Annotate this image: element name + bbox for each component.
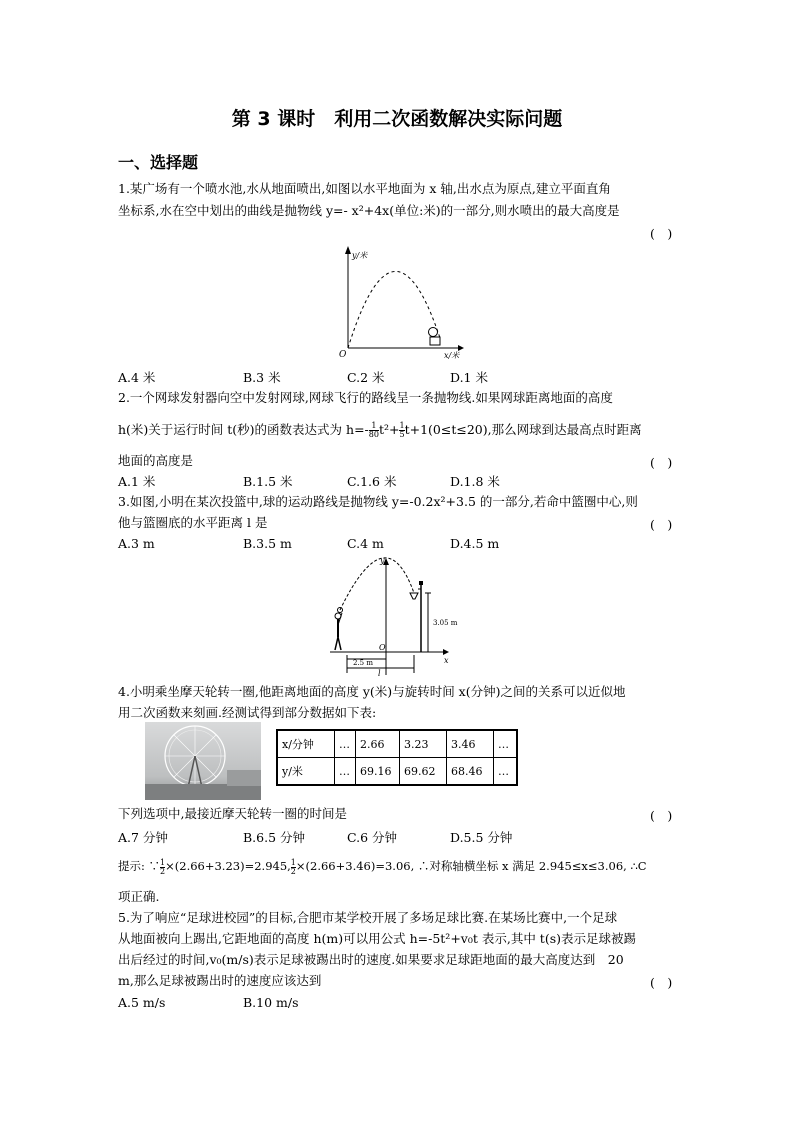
table-cell: 3.46 xyxy=(447,730,494,758)
q3-line-2: 他与篮圈底的水平距离 l 是 xyxy=(118,515,268,530)
q5-option-a: A.5 m/s xyxy=(118,995,166,1010)
table-cell: … xyxy=(335,730,356,758)
q1-fig-y-label: y/米 xyxy=(352,251,368,260)
q2-option-c: C.1.6 米 xyxy=(347,474,397,489)
q3-fig-height: 3.05 m xyxy=(433,619,458,627)
q2-option-b: B.1.5 米 xyxy=(243,474,293,489)
q2-line-1: 2.一个网球发射器向空中发射网球,网球飞行的路线呈一条抛物线.如果网球距离地面的高度 xyxy=(118,390,613,405)
q4-hint-a: 提示: ∵ xyxy=(118,859,161,873)
q4-answer-paren: ( ) xyxy=(650,808,673,823)
q1-line-1: 1.某广场有一个喷水池,水从地面喷出,如图以水平地面为 x 轴,出水点为原点,建立平面直角 xyxy=(118,181,611,196)
q3-fig-y-label: y xyxy=(380,556,385,565)
q1-option-c: C.2 米 xyxy=(347,370,385,385)
q3-fig-l: l xyxy=(378,669,381,678)
q4-line-2: 用二次函数来刻画.经测试得到部分数据如下表: xyxy=(118,705,377,720)
page-title: 第 3 课时 利用二次函数解决实际问题 xyxy=(231,108,563,130)
q1-fig-x-label: x/米 xyxy=(444,351,460,360)
q4-hint xyxy=(118,858,647,876)
q5-answer-paren: ( ) xyxy=(650,975,673,990)
q2-line-3: 地面的高度是 xyxy=(118,453,194,468)
q4-data-table xyxy=(276,729,518,786)
q3-basketball-figure xyxy=(320,555,470,680)
q4-hint-fraction-1: $\frac{1}{2}$ xyxy=(160,857,166,876)
q4-hint-b: ×(2.66+3.23)=2.945, xyxy=(165,859,291,873)
q3-fig-x-label: x xyxy=(444,656,449,665)
table-cell: … xyxy=(494,730,518,758)
ferris-wheel-photo xyxy=(145,722,261,800)
q4-line-1: 4.小明乘坐摩天轮转一圈,他距离地面的高度 y(米)与旋转时间 x(分钟)之间的关系可以近似地 xyxy=(118,684,626,699)
q4-hint-line-2: 项正确. xyxy=(118,889,160,904)
q2-option-a: A.1 米 xyxy=(118,474,156,489)
q4-option-a: A.7 分钟 xyxy=(118,830,168,845)
table-cell: y/米 xyxy=(277,758,335,786)
table-row xyxy=(277,758,517,786)
q4-option-d: D.5.5 分钟 xyxy=(450,830,513,845)
q5-line-3: 出后经过的时间,v₀(m/s)表示足球被踢出时的速度.如果要求足球距地面的最大高度达到 20 xyxy=(118,952,624,967)
q3-fig-origin: O xyxy=(379,643,386,652)
table-cell: … xyxy=(335,758,356,786)
q4-hint-fraction-2: $\frac{1}{2}$ xyxy=(290,857,296,876)
q4-option-b: B.6.5 分钟 xyxy=(243,830,306,845)
table-cell: 69.16 xyxy=(356,758,400,786)
q5-line-2: 从地面被向上踢出,它距地面的高度 h(m)可以用公式 h=-5t²+v₀t 表示,其中 t(s)表示足球被踢 xyxy=(118,931,636,946)
q2-line-2c: t+1(0≤t≤20),那么网球到达最高点时距离 xyxy=(404,422,642,437)
table-row xyxy=(277,730,517,758)
table-cell: … xyxy=(494,758,518,786)
q3-option-d: D.4.5 m xyxy=(450,536,500,551)
q2-fraction-1: $\frac{1}{80}$ xyxy=(368,421,379,439)
q5-line-4: m,那么足球被踢出时的速度应该达到 xyxy=(118,973,322,988)
section-heading: 一、选择题 xyxy=(118,153,199,172)
q1-answer-paren: ( ) xyxy=(650,226,673,241)
q3-fig-dist: 2.5 m xyxy=(353,659,373,667)
q2-fraction-2: $\frac{1}{5}$ xyxy=(399,421,405,439)
q2-answer-paren: ( ) xyxy=(650,455,673,470)
q5-line-1: 5.为了响应“足球进校园”的目标,合肥市某学校开展了多场足球比赛.在某场比赛中,一个足球 xyxy=(118,910,618,925)
table-cell: x/分钟 xyxy=(277,730,335,758)
q4-hint-c: ×(2.66+3.46)=3.06, ∴对称轴横坐标 x 满足 2.945≤x≤3.06, ∴C xyxy=(295,859,647,873)
q1-option-a: A.4 米 xyxy=(118,370,156,385)
table-cell: 2.66 xyxy=(356,730,400,758)
q5-option-b: B.10 m/s xyxy=(243,995,299,1010)
table-cell: 69.62 xyxy=(400,758,447,786)
q3-option-c: C.4 m xyxy=(347,536,384,551)
q3-option-b: B.3.5 m xyxy=(243,536,292,551)
q3-answer-paren: ( ) xyxy=(650,517,673,532)
q1-option-d: D.1 米 xyxy=(450,370,488,385)
table-cell: 68.46 xyxy=(447,758,494,786)
q2-line-2 xyxy=(118,422,642,439)
q2-line-2b: t²+ xyxy=(378,422,400,437)
table-cell: 3.23 xyxy=(400,730,447,758)
q1-fountain-figure xyxy=(330,240,470,360)
q4-line-3: 下列选项中,最接近摩天轮转一圈的时间是 xyxy=(118,806,347,821)
q2-option-d: D.1.8 米 xyxy=(450,474,500,489)
q1-line-2: 坐标系,水在空中划出的曲线是抛物线 y=- x²+4x(单位:米)的一部分,则水喷出的最大高度是 xyxy=(118,203,620,218)
q1-fig-origin: O xyxy=(339,350,347,360)
q4-option-c: C.6 分钟 xyxy=(347,830,398,845)
q3-option-a: A.3 m xyxy=(118,536,155,551)
q1-option-b: B.3 米 xyxy=(243,370,281,385)
q2-line-2a: h(米)关于运行时间 t(秒)的函数表达式为 h=- xyxy=(118,422,369,437)
q3-line-1: 3.如图,小明在某次投篮中,球的运动路线是抛物线 y=-0.2x²+3.5 的一部分,若命中篮圈中心,则 xyxy=(118,494,638,509)
